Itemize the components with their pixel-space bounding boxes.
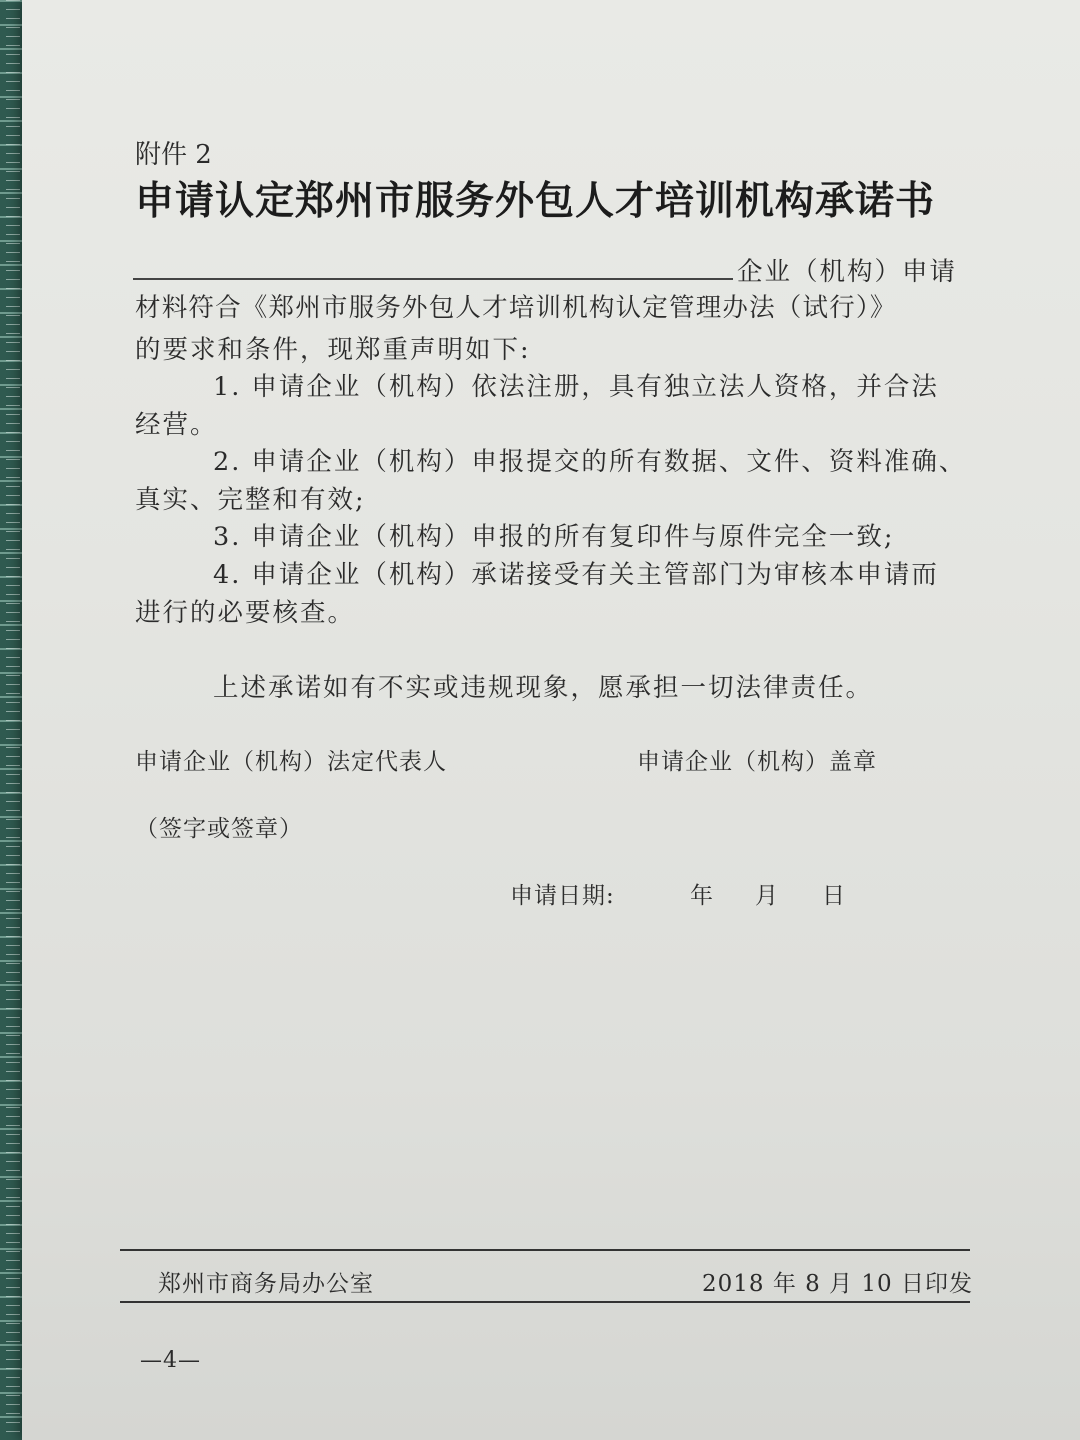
body-line-2: 材料符合《郑州市服务外包人才培训机构认定管理办法（试行）》 [135,293,897,323]
footer-top-rule [120,1249,970,1251]
clause-4-line-2: 进行的必要核查。 [135,598,356,628]
clause-3: 3. 申请企业（机构）申报的所有复印件与原件完全一致; [213,522,895,552]
date-month-label: 月 [755,883,779,909]
liability-statement: 上述承诺如有不实或违规现象，愿承担一切法律责任。 [213,673,874,703]
clause-1-line-2: 经营。 [135,410,218,440]
footer-bottom-rule [120,1301,970,1303]
date-year-label: 年 [690,883,714,909]
issuing-office: 郑州市商务局办公室 [158,1271,374,1297]
issue-date: 2018 年 8 月 10 日印发 [702,1271,973,1297]
clause-2-line-1: 2. 申请企业（机构）申报提交的所有数据、文件、资料准确、 [213,447,967,477]
body-line-1: 企业（机构）申请 [737,257,958,287]
clause-4-line-1: 4. 申请企业（机构）承诺接受有关主管部门为审核本申请而 [213,560,939,590]
mat-ruler-marks [6,0,20,1440]
date-day-label: 日 [822,883,846,909]
seal-label: 申请企业（机构）盖章 [637,749,877,775]
organization-name-blank [133,278,733,280]
legal-representative-label: 申请企业（机构）法定代表人 [135,749,447,775]
clause-1-line-1: 1. 申请企业（机构）依法注册，具有独立法人资格，并合法 [213,372,939,402]
body-line-3: 的要求和条件，现郑重声明如下: [135,335,531,365]
clause-2-line-2: 真实、完整和有效; [135,485,366,515]
application-date-label: 申请日期: [510,883,615,909]
attachment-label: 附件 2 [135,140,212,170]
signature-note: （签字或签章） [135,816,303,842]
page-number: —4— [140,1348,201,1373]
document-title: 申请认定郑州市服务外包人才培训机构承诺书 [135,179,936,224]
